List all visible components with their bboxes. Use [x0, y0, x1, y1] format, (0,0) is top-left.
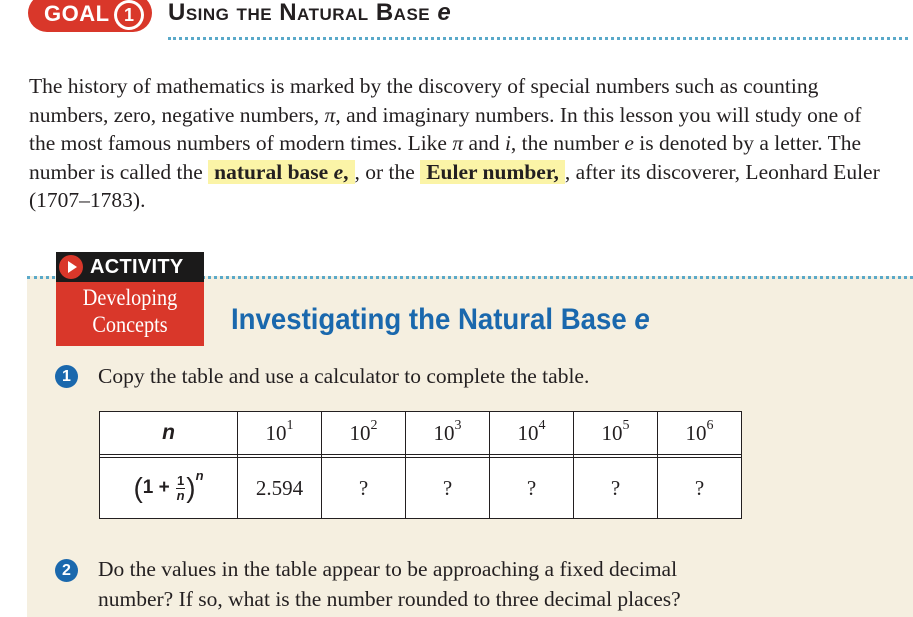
- intro-paragraph: [29, 72, 889, 215]
- step-2-line-2: number? If so, what is the number rounded to three decimal places?: [98, 587, 681, 611]
- intro-text: , and imaginary numbers. In this lesson you will study one of the most famous numbers of modern times. Like: [29, 102, 862, 156]
- power-exponent: 1: [286, 417, 294, 433]
- table-cell-n: [658, 412, 742, 455]
- vocab-euler-number: Euler number,: [420, 160, 565, 184]
- formula-one: 1: [142, 477, 154, 499]
- step-number-2: 2: [55, 559, 78, 582]
- goal-label: GOAL: [44, 1, 110, 26]
- e-symbol: e: [624, 131, 634, 156]
- activity-label: ACTIVITY: [90, 256, 184, 278]
- intro-text: The history of mathematics is marked by the discovery of special numbers such as counting numbers, zero, negative numbers,: [29, 74, 819, 127]
- formula-exponent: n: [195, 468, 204, 483]
- power-exponent: 2: [370, 417, 378, 433]
- intro-text: , the number: [510, 131, 625, 156]
- table-cell-value: ?: [406, 458, 490, 519]
- fraction-denominator: n: [176, 487, 185, 503]
- activity-title: [231, 301, 650, 339]
- power-base: 10: [517, 420, 539, 445]
- left-paren: (: [133, 472, 143, 503]
- formula-fraction: [176, 474, 185, 503]
- pi-symbol: π: [452, 131, 464, 156]
- power-base: 10: [685, 420, 707, 445]
- vocab-term: Euler number: [426, 159, 554, 184]
- goal-title-var: e: [437, 0, 452, 26]
- power-base: 10: [601, 420, 623, 445]
- table-cell-n: [490, 412, 574, 455]
- play-icon: [59, 255, 83, 279]
- vocab-natural-base: natural base e,: [208, 160, 354, 184]
- power-base: 10: [349, 420, 371, 445]
- power-base: 10: [433, 420, 455, 445]
- intro-text: is denoted by a letter. The number is called the: [29, 131, 862, 184]
- concepts-text: Concepts: [92, 312, 168, 337]
- step-number-1: 1: [55, 365, 78, 388]
- table-row-n: [100, 412, 742, 455]
- table-cell-value: ?: [322, 458, 406, 519]
- power-base: 10: [265, 420, 287, 445]
- intro-text: , or the: [354, 159, 421, 184]
- power-exponent: 5: [622, 417, 630, 433]
- intro-text: and: [463, 131, 505, 156]
- table-cell-n: [574, 412, 658, 455]
- goal-title: [168, 0, 451, 28]
- power-exponent: 4: [538, 417, 546, 433]
- table-cell-value: ?: [658, 458, 742, 519]
- developing-concepts-text: [65, 284, 195, 338]
- intro-text: , after its discoverer, Leonhard Euler (1707–1783).: [29, 159, 880, 213]
- developing-text: Developing: [82, 285, 178, 310]
- table-cell-n: [406, 412, 490, 455]
- fraction-numerator: 1: [177, 472, 185, 488]
- power-exponent: 3: [454, 417, 462, 433]
- power-exponent: 6: [706, 417, 714, 433]
- goal-number: 1: [117, 3, 141, 27]
- table-cell-value: ?: [574, 458, 658, 519]
- right-paren: ): [186, 472, 196, 503]
- table-cell-n: [322, 412, 406, 455]
- formula-expression: [133, 468, 204, 503]
- goal-title-text: Using the Natural Base: [168, 0, 431, 26]
- step-1-text: Copy the table and use a calculator to complete the table.: [98, 364, 590, 388]
- formula-plus: +: [158, 477, 170, 499]
- goal-dotted-rule: [168, 37, 908, 40]
- table-cell-n: [238, 412, 322, 455]
- vocab-term: natural base: [214, 159, 334, 184]
- activity-title-var: e: [634, 303, 650, 336]
- table-cell-value: ?: [490, 458, 574, 519]
- activity-title-text: Investigating the Natural Base: [231, 303, 627, 336]
- values-table: [99, 411, 742, 519]
- row-header-n: n: [100, 412, 238, 455]
- step-2-line-1: Do the values in the table appear to be approaching a fixed decimal: [98, 557, 678, 581]
- table-cell-value: 2.594: [238, 458, 322, 519]
- vocab-term-var: e: [333, 159, 344, 184]
- table-row-formula: [100, 458, 742, 519]
- row-header-formula: [100, 458, 238, 519]
- imaginary-symbol: i: [504, 131, 511, 156]
- pi-symbol: π: [324, 102, 336, 127]
- step-2-text: [98, 554, 681, 614]
